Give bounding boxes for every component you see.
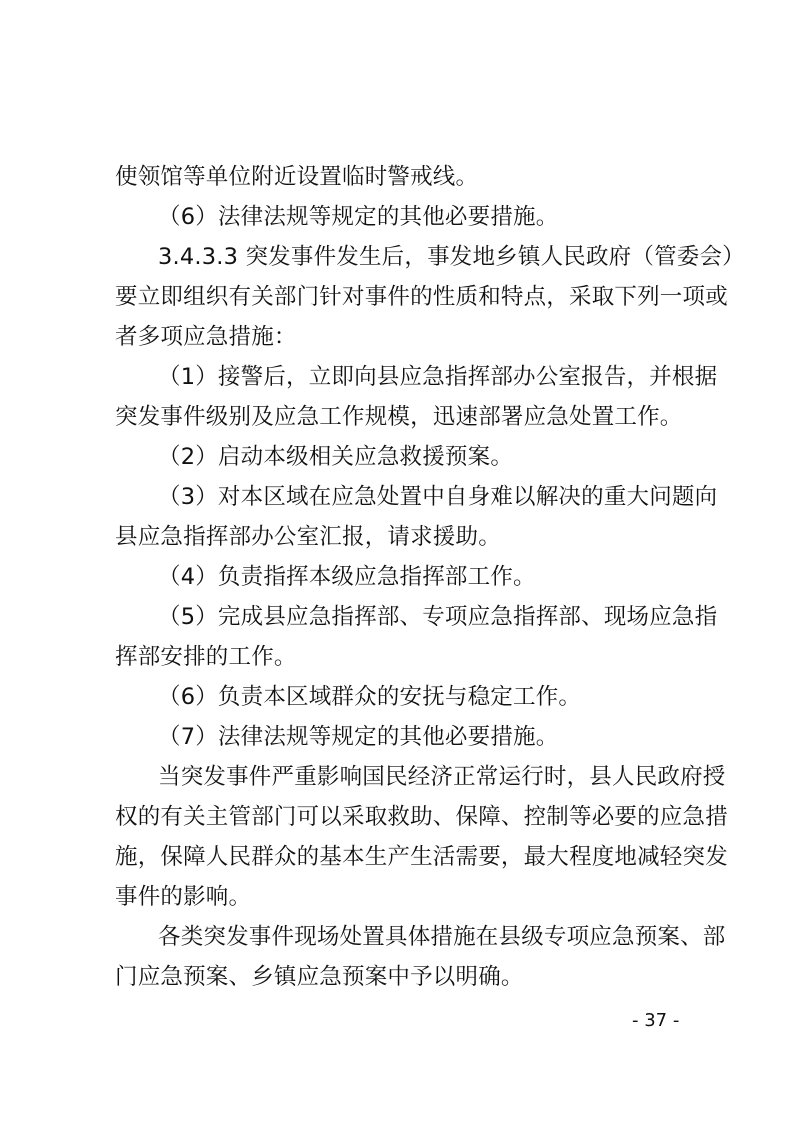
text-line-18: 施，保障人民群众的基本生产生活需要，最大程度地减轻突发 bbox=[115, 844, 728, 870]
text-line-15: （7）法律法规等规定的其他必要措施。 bbox=[158, 724, 559, 750]
text-line-9: （3）对本区域在应急处置中自身难以解决的重大问题向 bbox=[158, 484, 718, 510]
text-line-3: 3.4.3.3 突发事件发生后，事发地乡镇人民政府（管委会） bbox=[158, 244, 745, 270]
text-line-19: 事件的影响。 bbox=[115, 884, 252, 910]
text-line-16: 当突发事件严重影响国民经济正常运行时，县人民政府授 bbox=[158, 764, 726, 790]
page-number: - 37 - bbox=[632, 1010, 680, 1031]
text-line-10: 县应急指挥部办公室汇报，请求援助。 bbox=[115, 524, 501, 550]
text-line-12: （5）完成县应急指挥部、专项应急指挥部、现场应急指 bbox=[158, 604, 718, 630]
text-line-21: 门应急预案、乡镇应急预案中予以明确。 bbox=[115, 964, 524, 990]
text-line-7: 突发事件级别及应急工作规模，迅速部署应急处置工作。 bbox=[115, 404, 683, 430]
text-line-1: 使领馆等单位附近设置临时警戒线。 bbox=[115, 164, 479, 190]
text-line-14: （6）负责本区域群众的安抚与稳定工作。 bbox=[158, 684, 582, 710]
text-line-20: 各类突发事件现场处置具体措施在县级专项应急预案、部 bbox=[158, 924, 726, 950]
text-line-17: 权的有关主管部门可以采取救助、保障、控制等必要的应急措 bbox=[115, 804, 728, 830]
text-line-11: （4）负责指挥本级应急指挥部工作。 bbox=[158, 564, 536, 590]
text-line-2: （6）法律法规等规定的其他必要措施。 bbox=[158, 204, 559, 230]
text-line-6: （1）接警后，立即向县应急指挥部办公室报告，并根据 bbox=[158, 364, 718, 390]
text-line-5: 者多项应急措施： bbox=[115, 324, 297, 350]
text-line-8: （2）启动本级相关应急救援预案。 bbox=[158, 444, 514, 470]
text-line-4: 要立即组织有关部门针对事件的性质和特点，采取下列一项或 bbox=[115, 284, 728, 310]
text-line-13: 挥部安排的工作。 bbox=[115, 644, 297, 670]
